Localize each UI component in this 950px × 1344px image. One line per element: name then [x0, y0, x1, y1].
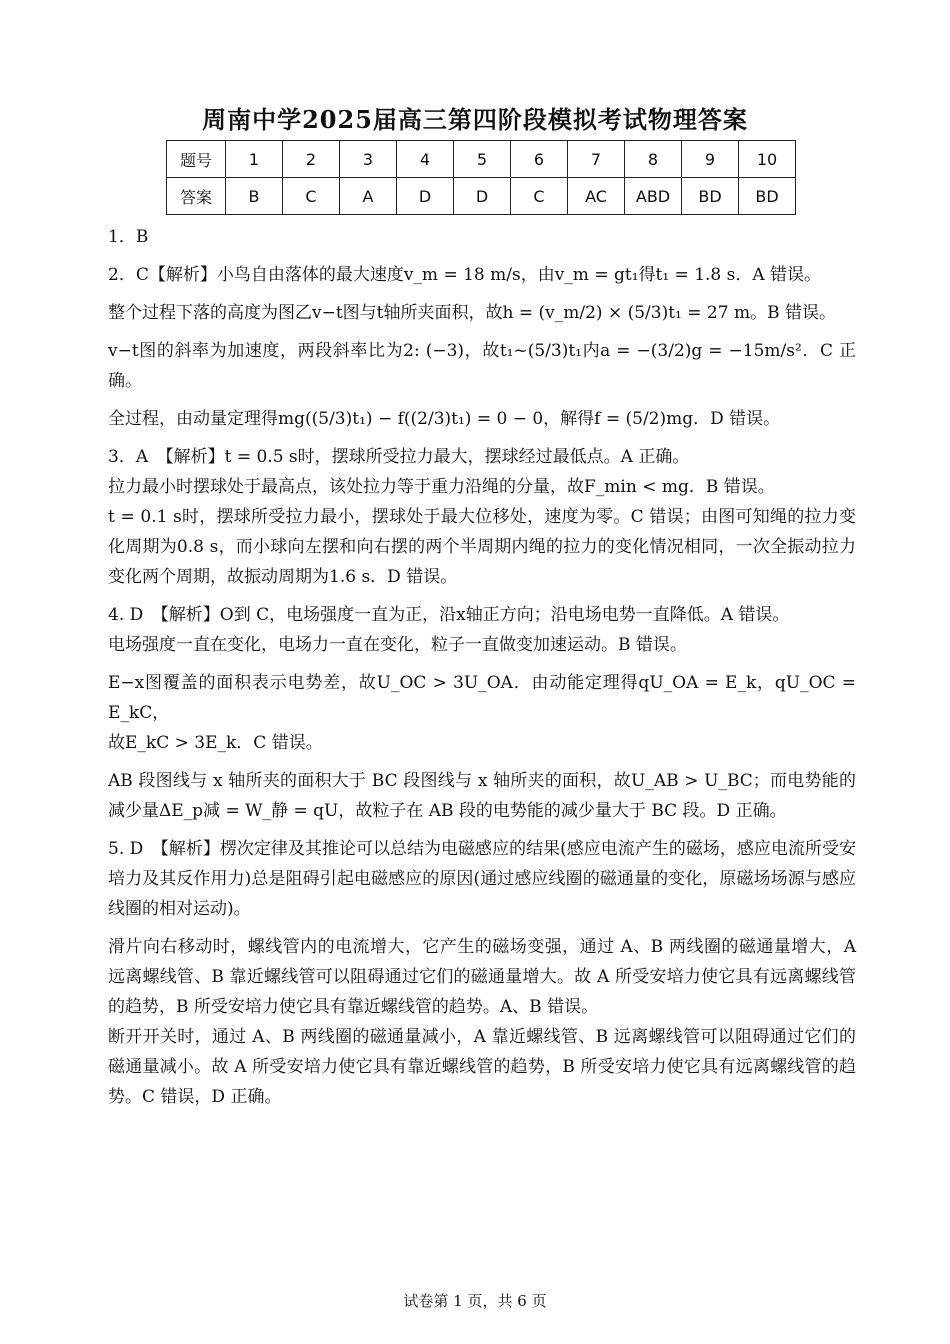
- answer-line: v−t图的斜率为加速度，两段斜率比为2: (−3)，故t₁~(5/3)t₁内a = −(3/2)g = −15m/s²．C 正确。: [108, 341, 856, 391]
- table-number-cell: 8: [625, 141, 682, 178]
- table-answer-cell: B: [226, 178, 283, 215]
- table-answer-cell: ABD: [625, 178, 682, 215]
- answer-table: [166, 140, 796, 215]
- answer-line: E−x图覆盖的面积表示电势差，故U_OC > 3U_OA．由动能定理得qU_OA = E_k，qU_OC = E_kC，: [108, 673, 856, 723]
- table-number-cell: 2: [283, 141, 340, 178]
- table-number-cell: 3: [340, 141, 397, 178]
- table-answer-cell: C: [511, 178, 568, 215]
- answer-line: 拉力最小时摆球处于最高点，该处拉力等于重力沿绳的分量，故F_min < mg．B 错误。: [108, 477, 775, 497]
- table-number-cell: 9: [682, 141, 739, 178]
- answer-line: 滑片向右移动时，螺线管内的电流增大，它产生的磁场变强，通过 A、B 两线圈的磁通量增大，A 远离螺线管、B 靠近螺线管可以阻碍通过它们的磁通量增大。故 A 所受安培力使它具有远离螺线管的趋势，B 所受安培力使它具有靠近螺线管的趋势。A、B 错误。: [108, 937, 856, 1017]
- answer-line: 4. D 【解析】O到 C，电场强度一直为正，沿x轴正方向；沿电场电势一直降低。A 错误。: [108, 605, 790, 625]
- answer-line: 1．B: [108, 227, 149, 247]
- answer-line: t = 0.1 s时，摆球所受拉力最小，摆球处于最大位移处，速度为零。C 错误；由图可知绳的拉力变化周期为0.8 s，而小球向左摆和向右摆的两个半周期内绳的拉力的变化情况相同，一次全振动拉力变化两个周期，故振动周期为1.6 s．D 错误。: [108, 507, 856, 587]
- table-answer-label: 答案: [167, 178, 226, 215]
- table-answer-cell: AC: [568, 178, 625, 215]
- table-answer-cell: D: [397, 178, 454, 215]
- table-number-cell: 6: [511, 141, 568, 178]
- answer-line: 断开开关时，通过 A、B 两线圈的磁通量减小，A 靠近螺线管、B 远离螺线管可以阻碍通过它们的磁通量减小。故 A 所受安培力使它具有靠近螺线管的趋势，B 所受安培力使它具有远离螺线管的趋势。C 错误，D 正确。: [108, 1027, 856, 1107]
- table-number-cell: 5: [454, 141, 511, 178]
- table-answer-cell: A: [340, 178, 397, 215]
- table-header-label: 题号: [167, 141, 226, 178]
- answer-line: 电场强度一直在变化，电场力一直在变化，粒子一直做变加速运动。B 错误。: [108, 635, 687, 655]
- table-answer-cell: BD: [682, 178, 739, 215]
- answer-line: 5. D 【解析】楞次定律及其推论可以总结为电磁感应的结果(感应电流产生的磁场，感应电流所受安培力及其反作用力)总是阻碍引起电磁感应的原因(通过感应线圈的磁通量的变化，原磁场场源与感应线圈的相对运动)。: [108, 839, 856, 919]
- page-title: 周南中学2025届高三第四阶段模拟考试物理答案: [202, 105, 748, 134]
- table-number-cell: 1: [226, 141, 283, 178]
- table-answer-cell: BD: [739, 178, 796, 215]
- page-footer: 试卷第 1 页，共 6 页: [403, 1292, 547, 1310]
- answer-table-header-row: [167, 141, 796, 178]
- answer-explanations: [108, 222, 856, 1112]
- answer-line: 全过程，由动量定理得mg((5/3)t₁) − f((2/3)t₁) = 0 − 0，解得f = (5/2)mg．D 错误。: [108, 409, 781, 429]
- answer-line: AB 段图线与 x 轴所夹的面积大于 BC 段图线与 x 轴所夹的面积，故U_AB > U_BC；而电势能的减少量ΔE_p减 = W_静 = qU，故粒子在 AB 段的电势能的减少量大于 BC 段。D 正确。: [108, 771, 856, 821]
- table-number-cell: 4: [397, 141, 454, 178]
- table-number-cell: 7: [568, 141, 625, 178]
- answer-line: 整个过程下落的高度为图乙v−t图与t轴所夹面积，故h = (v_m/2) × (5/3)t₁ = 27 m。B 错误。: [108, 303, 836, 323]
- table-answer-cell: C: [283, 178, 340, 215]
- answer-line: 3．A 【解析】t = 0.5 s时，摆球所受拉力最大，摆球经过最低点。A 正确。: [108, 447, 690, 467]
- answer-table-answer-row: [167, 178, 796, 215]
- answer-line: 2．C【解析】小鸟自由落体的最大速度v_m = 18 m/s，由v_m = gt₁得t₁ = 1.8 s．A 错误。: [108, 265, 822, 285]
- table-number-cell: 10: [739, 141, 796, 178]
- answer-line: 故E_kC > 3E_k．C 错误。: [108, 733, 323, 753]
- table-answer-cell: D: [454, 178, 511, 215]
